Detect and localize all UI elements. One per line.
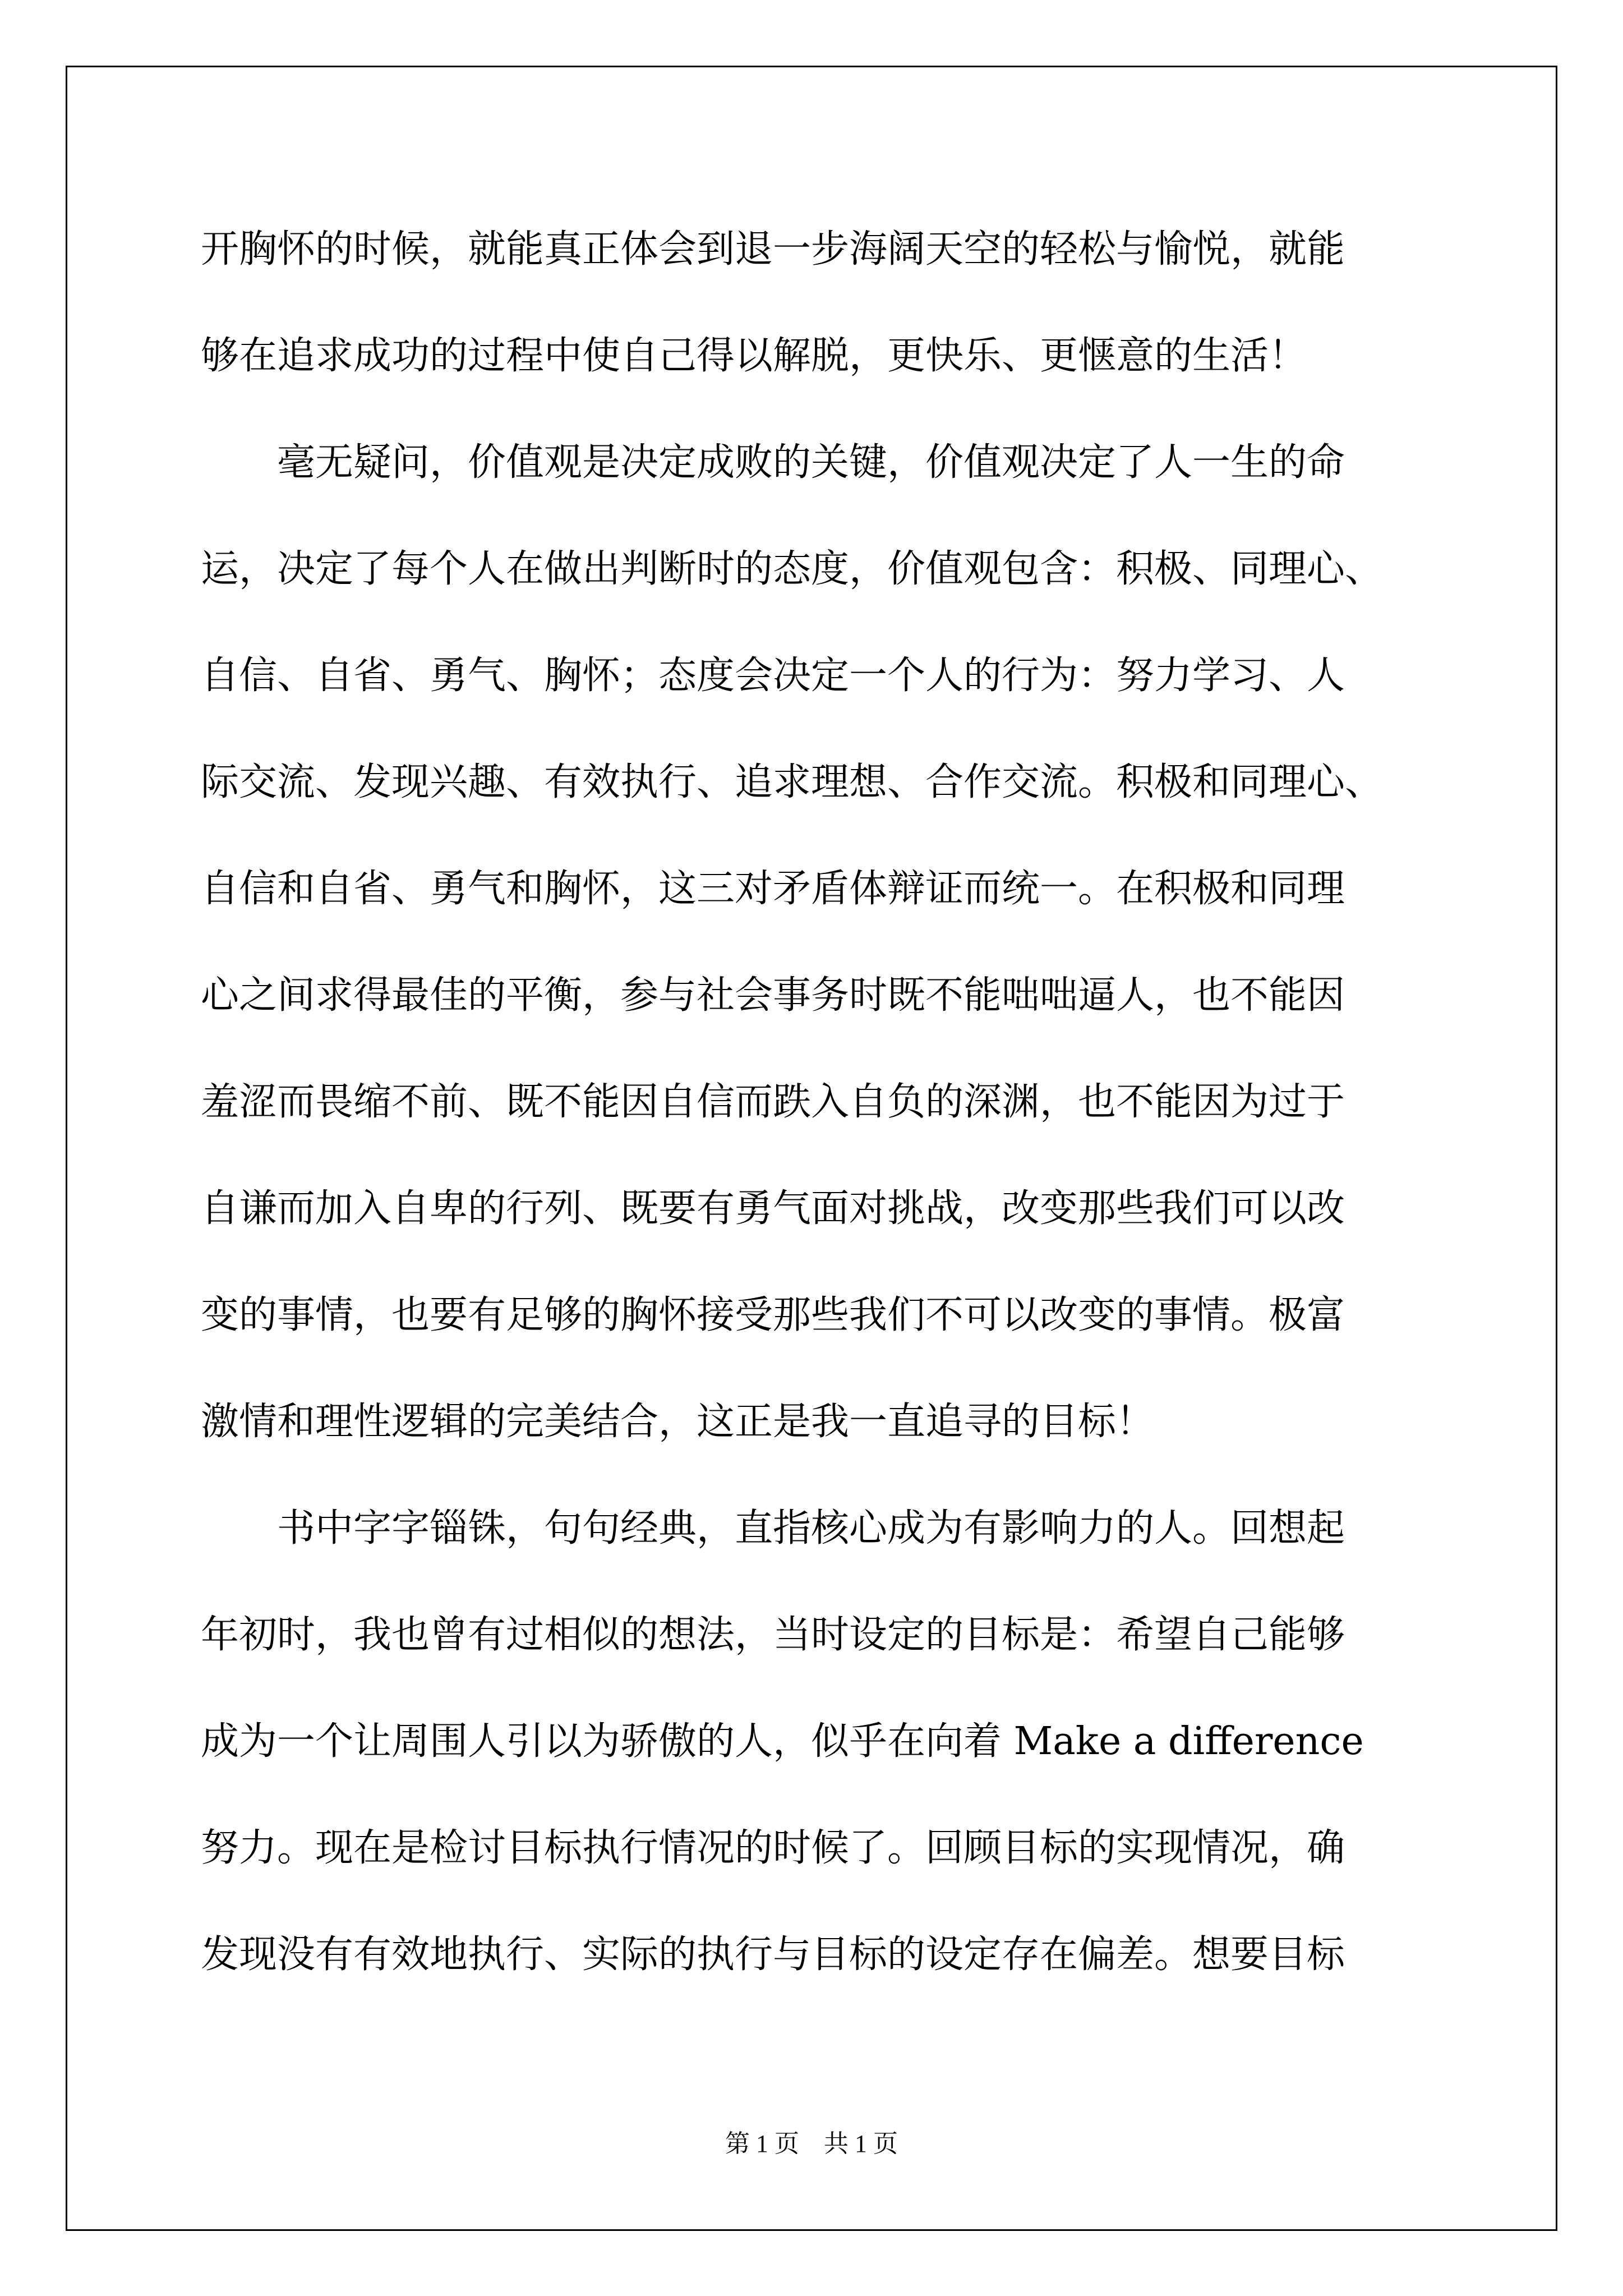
text-line: 羞涩而畏缩不前、既不能因自信而跌入自负的深渊，也不能因为过于 (201, 1080, 1345, 1124)
text-line: 际交流、发现兴趣、有效执行、追求理想、合作交流。积极和同理心、 (201, 760, 1384, 804)
text-line: 年初时，我也曾有过相似的想法，当时设定的目标是：希望自己能够 (201, 1613, 1345, 1657)
text-line: 自信和自省、勇气和胸怀，这三对矛盾体辩证而统一。在积极和同理 (201, 867, 1345, 911)
text-line: 成为一个让周围人引以为骄傲的人，似乎在向着 Make a difference (201, 1719, 1364, 1764)
text-line: 变的事情，也要有足够的胸怀接受那些我们不可以改变的事情。极富 (201, 1293, 1345, 1337)
text-line: 够在追求成功的过程中使自己得以解脱，更快乐、更惬意的生活！ (201, 334, 1307, 378)
text-line: 自信、自省、勇气、胸怀；态度会决定一个人的行为：努力学习、人 (201, 654, 1345, 698)
text-line: 书中字字锱铢，句句经典，直指核心成为有影响力的人。回想起 (201, 1506, 1345, 1550)
text-line: 毫无疑问，价值观是决定成败的关键，价值观决定了人一生的命 (201, 440, 1345, 485)
text-line: 努力。现在是检讨目标执行情况的时候了。回顾目标的实现情况，确 (201, 1826, 1345, 1870)
text-line: 运，决定了每个人在做出判断时的态度，价值观包含：积极、同理心、 (201, 547, 1384, 591)
text-line: 自谦而加入自卑的行列、既要有勇气面对挑战，改变那些我们可以改 (201, 1186, 1345, 1231)
text-line: 心之间求得最佳的平衡，参与社会事务时既不能咄咄逼人，也不能因 (201, 973, 1345, 1018)
page-number-footer: 第 1 页 共 1 页 (725, 2130, 898, 2157)
document-body (201, 216, 1429, 2028)
text-line: 开胸怀的时候，就能真正体会到退一步海阔天空的轻松与愉悦，就能 (201, 227, 1345, 272)
text-line: 发现没有有效地执行、实际的执行与目标的设定存在偏差。想要目标 (201, 1932, 1345, 1977)
text-line: 激情和理性逻辑的完美结合，这正是我一直追寻的目标！ (201, 1400, 1155, 1444)
